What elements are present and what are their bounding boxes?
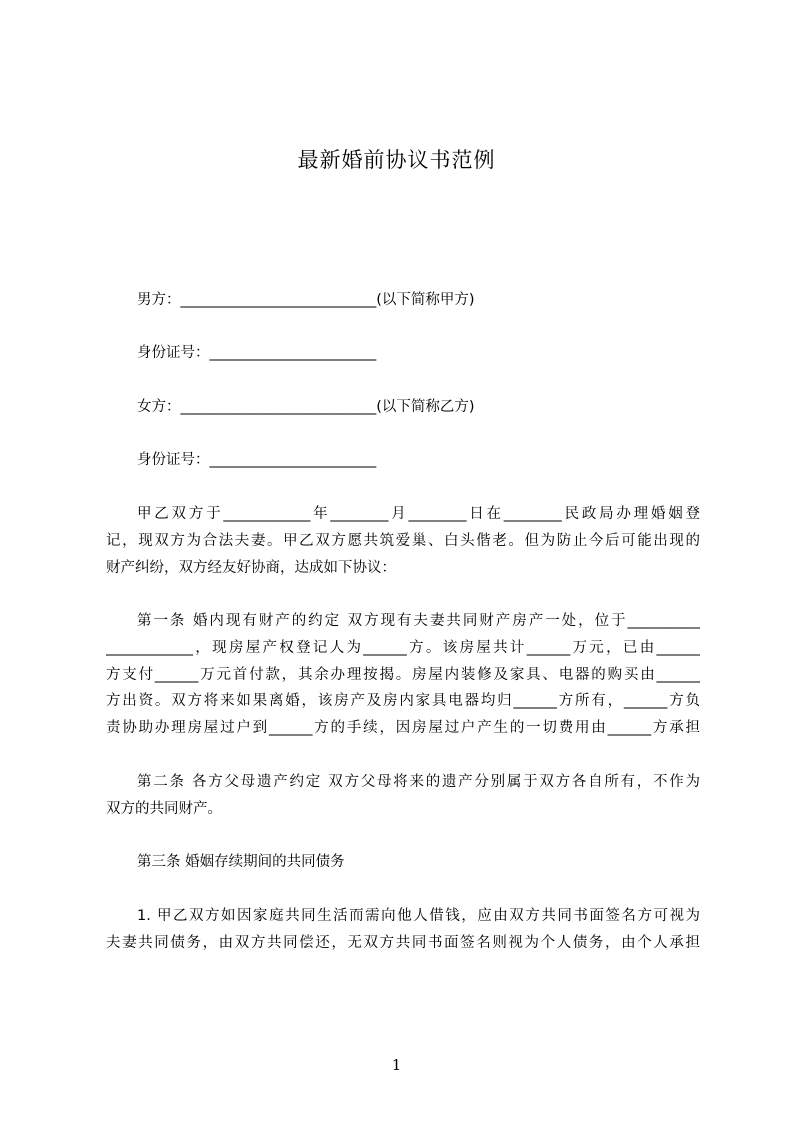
groom-id-line: 身份证号：_______________________ [137, 345, 377, 361]
article-3-clause-1-line: 夫妻共同债务，由双方共同偿还，无双方共同书面签名则视为个人债务，由个人承担 [106, 935, 700, 951]
article-3-heading: 第三条 婚姻存续期间的共同债务 [137, 854, 345, 870]
article-2-line: 第二条 各方父母遗产约定 双方父母将来的遗产分别属于双方各自所有，不作为 [137, 774, 700, 790]
document-title: 最新婚前协议书范例 [297, 148, 496, 172]
article-1-line: 责协助办理房屋过户到______方的手续，因房屋过户产生的一切费用由______方承担 [106, 720, 700, 736]
article-3-clause-1-line: 1. 甲乙双方如因家庭共同生活而需向他人借钱，应由双方共同书面签名方可视为 [137, 908, 700, 924]
page-number: 1 [391, 1056, 402, 1074]
article-1-line: ____________，现房屋产权登记人为______方。该房屋共计______万元，已由______ [106, 640, 700, 656]
intro-paragraph-line: 财产纠纷，双方经友好协商，达成如下协议： [106, 560, 396, 576]
article-1-line: 方出资。双方将来如果离婚，该房产及房内家具电器均归______方所有，______方负 [106, 693, 700, 709]
article-1-line: 方支付______万元首付款，其余办理按揭。房屋内装修及家具、电器的购买由______ [106, 667, 700, 683]
intro-paragraph-line: 记，现双方为合法夫妻。甲乙双方愿共筑爱巢、白头偕老。但为防止今后可能出现的 [106, 533, 700, 549]
bride-name-line: 女方：___________________________(以下简称乙方) [137, 399, 475, 415]
article-2-line: 双方的共同财产。 [106, 801, 222, 817]
intro-paragraph-line: 甲乙双方于____________年________月________日在________民政局办理婚姻登 [137, 506, 700, 522]
article-1-line: 第一条 婚内现有财产的约定 双方现有夫妻共同财产房产一处，位于__________ [137, 613, 700, 629]
bride-id-line: 身份证号：_______________________ [137, 452, 377, 468]
groom-name-line: 男方：___________________________(以下简称甲方) [137, 292, 475, 308]
